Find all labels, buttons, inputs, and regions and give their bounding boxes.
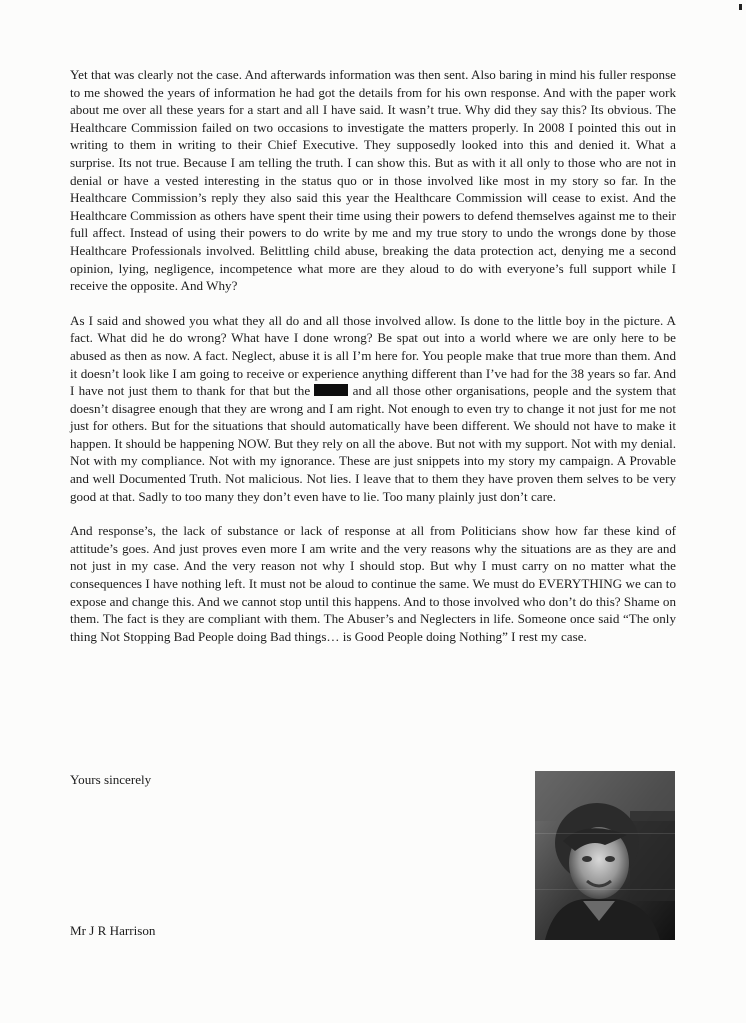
- paragraph-2: [70, 312, 676, 506]
- redaction-block: [314, 384, 348, 396]
- paragraph-1: Yet that was clearly not the case. And afterwards information was then sent. Also baring in mind his fuller response to me showed the years of information he had got the details from for his own response. And with the paper work about me over all these years for a start and all I have said. It wasn’t true. Why did they say this? Its obvious. The Healthcare Commission failed on two occasions to investigate the matters properly. In 2008 I pointed this out in writing to them in writing to their Chief Executive. They supposedly looked into this and denied it. What a surprise. Its not true. Because I am telling the truth. I can show this. But as with it all only to those who are not in denial or have a vested interesting in the status quo or in those involved like most in my story so far. In the Healthcare Commission’s reply they also said this year the Healthcare Commission will cease to exist. And the Healthcare Commission as others have spent their time using their powers to defend themselves against me to their full affect. Instead of using their powers to do write by me and my true story to undo the wrongs done by those Healthcare Professionals involved. Belittling child abuse, breaking the data protection act, denying me a second opinion, lying, negligence, incompetence what more are they aloud to do with everyone’s full support while I receive the opposite. And Why?: [70, 67, 676, 294]
- childhood-photo: [535, 771, 675, 940]
- letter-body: [70, 66, 676, 662]
- paragraph-2-part-2: and all those other organisations, people and the system that doesn’t disagree enough that they are wrong and I am right. Not enough to even try to change it not just for me not just for others. But for the situations that should automatically have been different. We should not have to make it happen. It should be happening NOW. But they rely on all the above. But not with my support. Not with my denial. Not with my compliance. Not with my ignorance. These are just snippets into my story my campaign. A Provable and well Documented Truth. Not malicious. Not lies. I leave that to them they have proven them selves to be very good at that. Sadly to too many they don’t even have to lie. Too many plainly just don’t care.: [70, 383, 676, 504]
- closing-salutation: Yours sincerely: [70, 772, 152, 787]
- paragraph-3: And response’s, the lack of substance or lack of response at all from Politicians show how far these kind of attitude’s goes. And just proves even more I am write and the very reasons why the situations are as they are and not just in my case. And the very reason not why I should stop. But why I must carry on no matter what the consequences I have nothing left. It must not be aloud to continue the same. We must do EVERYTHING we can to expose and change this. And we cannot stop until this happens. And to those involved who don’t do this? Shame on them. The fact is they are compliant with them. The Abuser’s and Neglecters in life. Someone once said “The only thing Not Stopping Bad People doing Bad things… is Good People doing Nothing” I rest my case.: [70, 523, 676, 644]
- signature-name: Mr J R Harrison: [70, 923, 156, 938]
- photo-image: [535, 771, 675, 940]
- scan-mark: [739, 4, 742, 10]
- paragraph-2-part-1: As I said and showed you what they all do and all those involved allow. Is done to the little boy in the picture. A fact. What did he do wrong? What have I done wrong? Be spat out into a world where we are only here to be abused as then as now. A fact. Neglect, abuse it is all I’m here for. You people make that true more than them. And it doesn’t look like I am going to receive or experience anything different than I’ve had for the 38 years so far. And I have not just them to thank for that but the: [70, 312, 676, 399]
